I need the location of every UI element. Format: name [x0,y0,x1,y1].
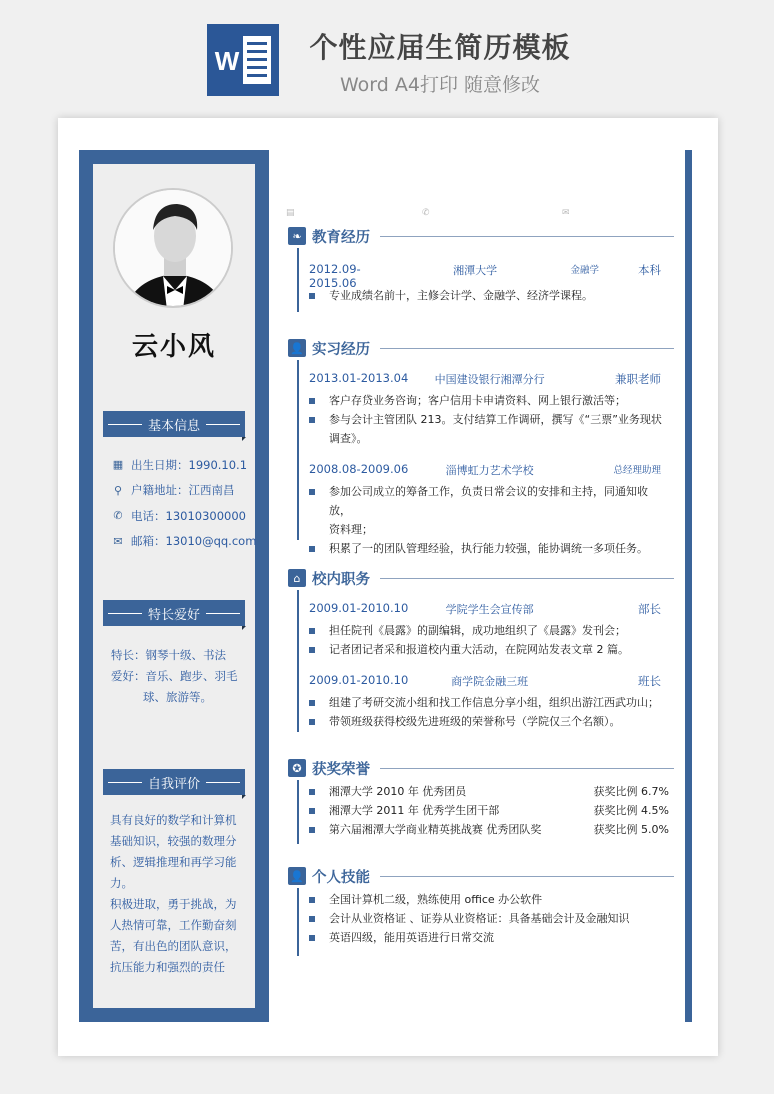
education-bullets [309,286,669,305]
hobby-text: 特长：钢琴十级、书法 爱好：音乐、跑步、羽毛 球、旅游等。 [111,648,238,704]
awards-header: ✪ 获奖荣誉 [288,756,680,780]
avatar [113,188,233,308]
list-item: 专业成绩名前十，主修会计学、金融学、经济学课程。 [309,286,669,305]
awards-section [288,756,680,836]
list-item: 组建了考研交流小组和找工作信息分享小组，组织出游江西武功山； [309,693,669,712]
skills-section [288,864,680,944]
save-icon: ▤ [286,208,295,218]
hobby-title: 特长爱好 [147,607,200,623]
calendar-icon: ▦ [112,458,124,472]
campus-row-1: 2009.01-2010.10 学院学生会宣传部 部长 [309,601,661,616]
word-app-icon [207,24,279,96]
campus-bullets-1 [309,621,669,659]
mail-faint-icon: ✉ [562,208,570,218]
self-eval-text: 具有良好的数学和计算机 基础知识，较强的数理分 析、逻辑推理和再学习能 力。 积极进取，勇于挑战，为 人热情可靠，工作勤奋刻 苦，有出色的团队意识， 抗压能力和强烈的责任 [110,813,237,974]
education-header: ❧ 教育经历 [288,224,680,248]
list-item: 担任院刊《晨露》的副编辑，成功地组织了《晨露》发刊会； [309,621,669,640]
list-item: 湘潭大学 2011 年 优秀学生团干部 获奖比例 4.5% [309,801,669,820]
list-item: 资料理； [329,523,373,536]
internship-row-2: 2008.08-2009.06 淄博虹力艺术学校 总经理助理 [309,462,661,477]
list-item: 英语四级，能用英语进行日常交流 [309,928,669,947]
mail-icon: ✉ [113,534,123,548]
person-name: 云小风 [131,332,216,362]
awards-list [309,782,669,839]
phone-icon: ✆ [113,509,123,523]
location-pin-icon: ⚲ [113,483,123,497]
campus-header: ⌂ 校内职务 [288,566,680,590]
info-email: ✉ 邮箱：13010@qq.com [111,529,261,555]
list-item: 积累了一的团队管理经验，执行能力较强，能协调统一多项任务。 [309,539,669,558]
education-section [288,224,680,302]
campus-section [288,566,680,728]
list-item: 客户存贷业务咨询；客户信用卡申请资料、网上银行激活等； [309,391,669,410]
list-item: 湘潭大学 2010 年 优秀团员 获奖比例 6.7% [309,782,669,801]
self-eval-title: 自我评价 [147,776,200,792]
list-item: 调查》。 [329,432,368,445]
basic-info-title: 基本信息 [147,418,200,434]
info-phone: ✆ 电话：13010300000 [111,503,261,529]
list-item: 全国计算机二级，熟练使用 office 办公软件 [309,890,669,909]
basic-info-header [103,411,245,437]
internship-bullets-2 [309,482,669,558]
right-edge-bar [685,150,692,1022]
education-row: 2012.09-2015.06 湘潭大学 金融学 本科 [309,262,661,290]
skills-list [309,890,669,947]
page-title: 个性应届生简历模板 [309,31,571,64]
info-birthdate: ▦ 出生日期：1990.10.1 [112,457,248,472]
house-icon: ⌂ [288,569,306,587]
internship-section [288,336,680,555]
left-column [93,164,255,1008]
internship-row-1: 2013.01-2013.04 中国建设银行湘潭分行 兼职老师 [309,371,661,386]
basic-info-list [111,452,261,554]
left-column-frame [79,150,269,1022]
hobby-header [103,600,245,626]
page-subtitle: Word A4打印 随意修改 [339,74,540,96]
trophy-icon: ✪ [288,759,306,777]
skills-header: 👤 个人技能 [288,864,680,888]
internship-bullets-1 [309,391,669,448]
info-hometown: ⚲ 户籍地址：江西南昌 [111,478,261,504]
list-item: 第六届湘潭大学商业精英挑战赛 优秀团队奖 获奖比例 5.0% [309,820,669,839]
user-card-icon: 👤 [288,867,306,885]
list-item: 会计从业资格证 、证券从业资格证：具备基础会计及金融知识 [309,909,669,928]
list-item: 带领班级获得校级先进班级的荣誉称号（学院仅三个名额）。 [309,712,669,731]
campus-bullets-2 [309,693,669,731]
faint-icons-row [286,208,586,220]
list-item: 参加公司成立的筹备工作，负责日常会议的安排和主持，同通知收放， [309,482,669,520]
svg-text:W: W [214,46,240,76]
phone-faint-icon: ✆ [422,208,430,218]
leaf-icon: ❧ [288,227,306,245]
list-item: 参与会计主管团队 213。支付结算工作调研，撰写《“三票”业务现状 [309,410,669,429]
campus-row-2: 2009.01-2010.10 商学院金融三班 班长 [309,673,661,688]
list-item: 记者团记者采和报道校内重大活动，在院网站发表文章 2 篇。 [309,640,669,659]
resume-paper [58,118,718,1056]
person-icon: 👤 [288,339,306,357]
internship-header: 👤 实习经历 [288,336,680,360]
self-eval-header [103,769,245,795]
